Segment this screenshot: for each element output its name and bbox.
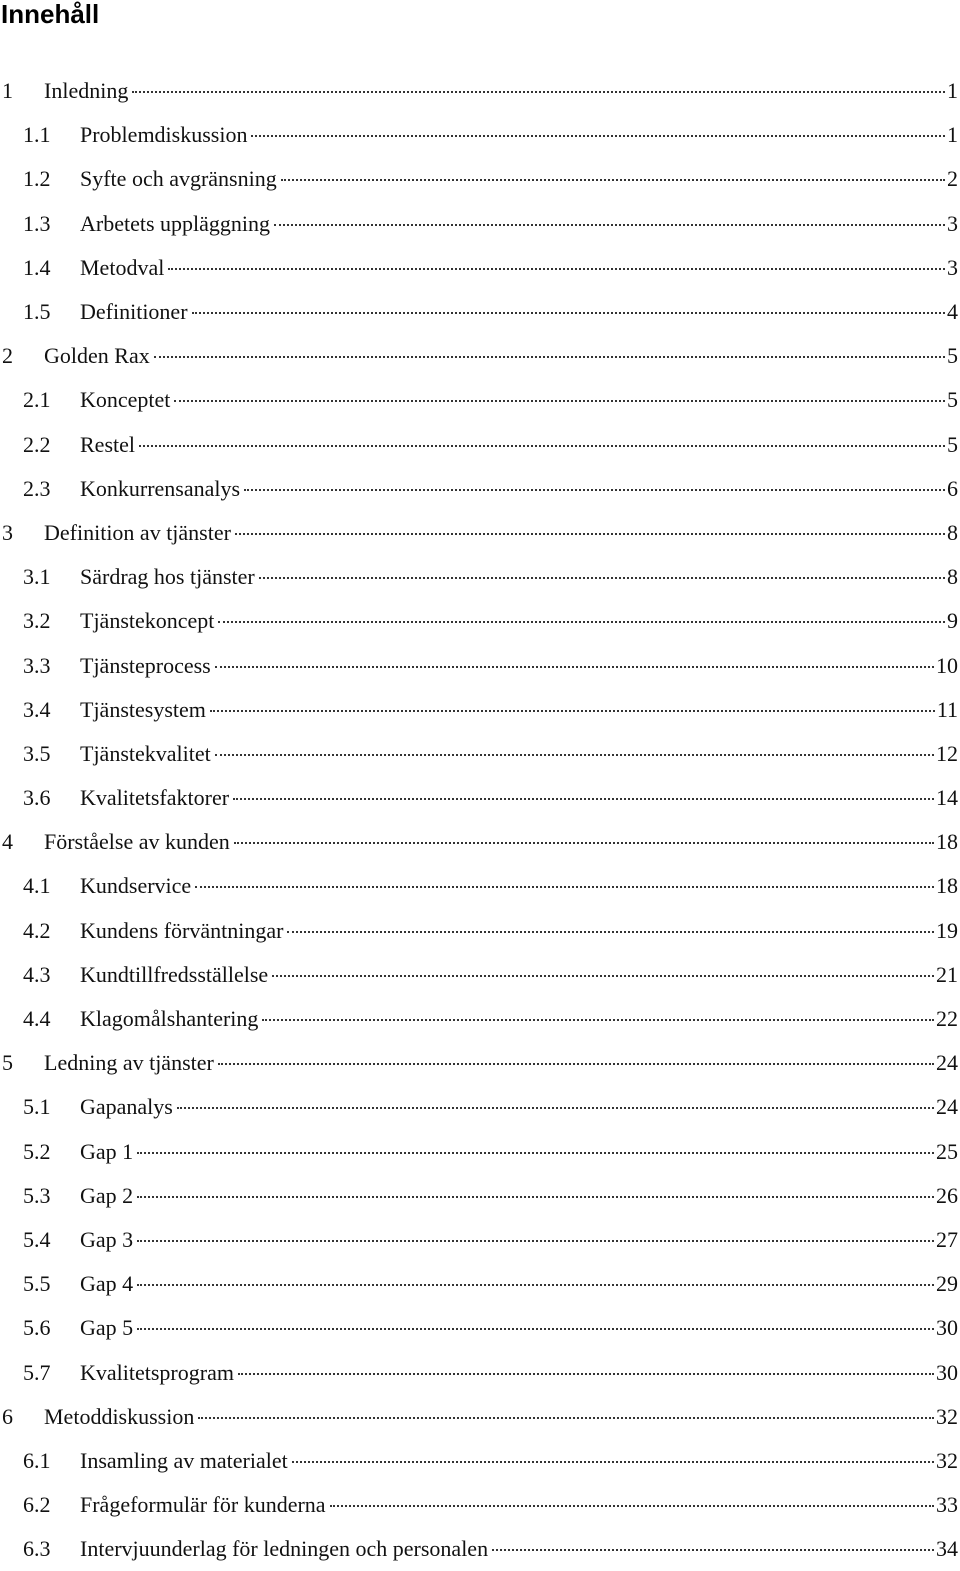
toc-entry-number: 3.6 <box>23 785 51 811</box>
toc-entry[interactable] <box>0 599 960 643</box>
dot-leader <box>192 312 945 314</box>
toc-entry[interactable] <box>0 555 960 599</box>
toc-entry-line <box>80 1006 960 1032</box>
toc-entry-title: Ledning av tjänster <box>44 1050 214 1076</box>
toc-entry[interactable] <box>0 776 960 820</box>
toc-entry-line <box>80 122 960 148</box>
dot-leader <box>132 91 945 93</box>
toc-entry[interactable] <box>0 1130 960 1174</box>
dot-leader <box>233 798 934 800</box>
dot-leader <box>292 1461 934 1463</box>
dot-leader <box>174 400 945 402</box>
toc-entry-page-number: 25 <box>936 1138 958 1164</box>
toc-entry-number: 2 <box>2 343 13 369</box>
dot-leader <box>137 1196 934 1198</box>
toc-entry-page-number: 4 <box>947 299 958 325</box>
toc-entry-page-number: 1 <box>947 78 958 104</box>
toc-entry-line <box>44 78 960 104</box>
dot-leader <box>177 1107 934 1109</box>
toc-entry-page-number: 19 <box>936 917 958 943</box>
toc-entry[interactable] <box>0 732 960 776</box>
toc-entry[interactable] <box>0 1395 960 1439</box>
toc-entry-page-number: 1 <box>947 122 958 148</box>
toc-entry-title: Insamling av materialet <box>80 1447 288 1473</box>
toc-entry-line <box>80 432 960 458</box>
toc-entry-number: 1.5 <box>23 299 51 325</box>
dot-leader <box>137 1152 934 1154</box>
toc-entry-number: 1.3 <box>23 210 51 236</box>
toc-entry-page-number: 5 <box>947 387 958 413</box>
toc-entry-number: 4.1 <box>23 873 51 899</box>
toc-entry-title: Golden Rax <box>44 343 150 369</box>
toc-entry[interactable] <box>0 1174 960 1218</box>
toc-entry-number: 5.3 <box>23 1182 51 1208</box>
toc-entry[interactable] <box>0 1306 960 1350</box>
toc-entry-number: 6.2 <box>23 1492 51 1518</box>
toc-entry-line <box>80 1227 960 1253</box>
toc-entry-number: 3.5 <box>23 740 51 766</box>
toc-entry-line <box>80 1139 960 1165</box>
toc-entry-line <box>80 1094 960 1120</box>
page-title: Innehåll <box>1 0 100 29</box>
toc-entry[interactable] <box>0 246 960 290</box>
dot-leader <box>234 842 934 844</box>
toc-entry-number: 5 <box>2 1050 13 1076</box>
dot-leader <box>139 445 945 447</box>
toc-entry-line <box>80 1315 960 1341</box>
toc-entry-title: Inledning <box>44 78 129 104</box>
toc-entry-title: Tjänstekoncept <box>80 608 215 634</box>
toc-entry-line <box>80 1360 960 1386</box>
toc-entry-page-number: 10 <box>936 652 958 678</box>
toc-entry-title: Frågeformulär för kunderna <box>80 1492 326 1518</box>
toc-entry-number: 5.7 <box>23 1359 51 1385</box>
toc-entry-title: Kvalitetsfaktorer <box>80 785 230 811</box>
toc-entry-title: Kvalitetsprogram <box>80 1359 234 1385</box>
toc-entry-title: Gap 3 <box>80 1226 134 1252</box>
dot-leader <box>274 224 945 226</box>
toc-entry[interactable] <box>0 290 960 334</box>
toc-entry-page-number: 3 <box>947 210 958 236</box>
toc-entry[interactable] <box>0 157 960 201</box>
toc-entry-number: 5.1 <box>23 1094 51 1120</box>
dot-leader <box>198 1417 934 1419</box>
toc-entry-line <box>80 166 960 192</box>
toc-entry[interactable] <box>0 1262 960 1306</box>
toc-entry-line <box>80 1448 960 1474</box>
toc-entry-number: 4.4 <box>23 1006 51 1032</box>
toc-entry-number: 2.1 <box>23 387 51 413</box>
toc-entry-line <box>80 1271 960 1297</box>
dot-leader <box>235 533 945 535</box>
toc-entry-number: 5.6 <box>23 1315 51 1341</box>
toc-entry-page-number: 11 <box>936 696 958 722</box>
toc-entry-number: 1.4 <box>23 254 51 280</box>
toc-entry-line <box>80 299 960 325</box>
toc-entry-title: Problemdiskussion <box>80 122 248 148</box>
toc-entry[interactable] <box>0 953 960 997</box>
toc-entry[interactable] <box>0 467 960 511</box>
toc-entry[interactable] <box>0 1527 960 1571</box>
toc-entry-line <box>80 1492 960 1518</box>
toc-entry[interactable] <box>0 820 960 864</box>
toc-entry-page-number: 5 <box>947 431 958 457</box>
toc-entry-title: Konceptet <box>80 387 171 413</box>
toc-entry[interactable] <box>0 1439 960 1483</box>
table-of-contents <box>0 69 960 1571</box>
toc-entry-line <box>80 653 960 679</box>
toc-entry-title: Tjänstesystem <box>80 696 206 722</box>
toc-entry-line <box>80 476 960 502</box>
toc-entry-page-number: 34 <box>936 1536 958 1562</box>
toc-entry-line <box>44 1404 960 1430</box>
toc-entry[interactable] <box>0 334 960 378</box>
toc-entry-title: Konkurrensanalys <box>80 475 241 501</box>
toc-entry[interactable] <box>0 1085 960 1129</box>
toc-entry-page-number: 33 <box>936 1492 958 1518</box>
toc-entry-number: 6.3 <box>23 1536 51 1562</box>
toc-entry-line <box>80 697 960 723</box>
toc-entry-page-number: 14 <box>936 785 958 811</box>
toc-entry-line <box>80 962 960 988</box>
toc-entry-line <box>80 608 960 634</box>
toc-entry[interactable] <box>0 997 960 1041</box>
toc-entry-page-number: 8 <box>947 519 958 545</box>
toc-entry[interactable] <box>0 909 960 953</box>
toc-entry[interactable] <box>0 1041 960 1085</box>
toc-entry-line <box>44 343 960 369</box>
toc-entry-page-number: 26 <box>936 1182 958 1208</box>
toc-entry[interactable] <box>0 688 960 732</box>
toc-entry-page-number: 32 <box>936 1447 958 1473</box>
toc-entry-title: Gapanalys <box>80 1094 173 1120</box>
dot-leader <box>137 1240 934 1242</box>
toc-entry-title: Särdrag hos tjänster <box>80 564 255 590</box>
toc-entry[interactable] <box>0 643 960 687</box>
toc-entry[interactable] <box>0 1483 960 1527</box>
toc-entry-number: 1.1 <box>23 122 51 148</box>
toc-entry-number: 2.3 <box>23 475 51 501</box>
toc-entry-number: 5.4 <box>23 1226 51 1252</box>
toc-entry-line <box>80 387 960 413</box>
dot-leader <box>215 754 934 756</box>
toc-entry-title: Gap 5 <box>80 1315 134 1341</box>
toc-entry-number: 3.4 <box>23 696 51 722</box>
dot-leader <box>492 1549 934 1551</box>
toc-entry[interactable] <box>0 69 960 113</box>
dot-leader <box>195 886 934 888</box>
toc-entry-line <box>44 520 960 546</box>
toc-entry-title: Definitioner <box>80 299 188 325</box>
toc-entry-line <box>80 741 960 767</box>
toc-entry-title: Tjänstekvalitet <box>80 740 211 766</box>
toc-entry-title: Förståelse av kunden <box>44 829 230 855</box>
toc-entry-number: 4 <box>2 829 13 855</box>
toc-entry-page-number: 22 <box>936 1006 958 1032</box>
toc-entry[interactable] <box>0 113 960 157</box>
toc-entry-number: 4.2 <box>23 917 51 943</box>
toc-entry-line <box>80 211 960 237</box>
toc-entry-number: 6.1 <box>23 1447 51 1473</box>
dot-leader <box>218 621 945 623</box>
toc-entry-page-number: 30 <box>936 1315 958 1341</box>
toc-entry-number: 3 <box>2 519 13 545</box>
dot-leader <box>168 268 945 270</box>
toc-entry-page-number: 6 <box>947 475 958 501</box>
toc-entry-page-number: 24 <box>936 1050 958 1076</box>
dot-leader <box>330 1505 934 1507</box>
toc-entry-line <box>80 1183 960 1209</box>
toc-entry-title: Gap 2 <box>80 1182 134 1208</box>
toc-entry[interactable] <box>0 511 960 555</box>
toc-entry[interactable] <box>0 1218 960 1262</box>
toc-entry-page-number: 32 <box>936 1403 958 1429</box>
toc-entry-page-number: 2 <box>947 166 958 192</box>
toc-entry-page-number: 12 <box>936 740 958 766</box>
toc-entry-page-number: 9 <box>947 608 958 634</box>
toc-entry-number: 5.2 <box>23 1138 51 1164</box>
toc-entry-line <box>80 255 960 281</box>
toc-entry-title: Gap 1 <box>80 1138 134 1164</box>
toc-entry[interactable] <box>0 864 960 908</box>
toc-entry-title: Arbetets uppläggning <box>80 210 271 236</box>
dot-leader <box>244 489 945 491</box>
toc-entry-number: 1.2 <box>23 166 51 192</box>
toc-entry[interactable] <box>0 423 960 467</box>
toc-entry-page-number: 18 <box>936 829 958 855</box>
dot-leader <box>259 577 945 579</box>
toc-entry-number: 4.3 <box>23 961 51 987</box>
toc-entry-page-number: 8 <box>947 564 958 590</box>
dot-leader <box>210 710 935 712</box>
toc-entry-number: 3.1 <box>23 564 51 590</box>
dot-leader <box>215 666 934 668</box>
toc-entry-line <box>44 1050 960 1076</box>
toc-entry[interactable] <box>0 378 960 422</box>
toc-entry-title: Klagomålshantering <box>80 1006 259 1032</box>
toc-entry-title: Metoddiskussion <box>44 1403 195 1429</box>
toc-entry-title: Syfte och avgränsning <box>80 166 277 192</box>
dot-leader <box>251 135 945 137</box>
toc-entry-number: 6 <box>2 1403 13 1429</box>
toc-entry-title: Tjänsteprocess <box>80 652 211 678</box>
toc-entry[interactable] <box>0 202 960 246</box>
toc-entry-title: Definition av tjänster <box>44 519 231 545</box>
toc-entry-number: 5.5 <box>23 1271 51 1297</box>
dot-leader <box>287 931 934 933</box>
toc-entry-line <box>80 1536 960 1562</box>
toc-entry-page-number: 18 <box>936 873 958 899</box>
toc-entry-number: 3.2 <box>23 608 51 634</box>
dot-leader <box>262 1019 934 1021</box>
toc-entry-line <box>44 829 960 855</box>
toc-entry-line <box>80 564 960 590</box>
dot-leader <box>272 975 934 977</box>
toc-entry-title: Kundtillfredsställelse <box>80 961 269 987</box>
toc-entry-title: Intervjuunderlag för ledningen och personalen <box>80 1536 489 1562</box>
toc-entry-number: 3.3 <box>23 652 51 678</box>
toc-entry-number: 2.2 <box>23 431 51 457</box>
toc-entry-page-number: 21 <box>936 961 958 987</box>
toc-entry-number: 1 <box>2 78 13 104</box>
toc-entry-line <box>80 918 960 944</box>
toc-entry-page-number: 3 <box>947 254 958 280</box>
dot-leader <box>238 1373 934 1375</box>
dot-leader <box>137 1284 934 1286</box>
toc-entry-page-number: 29 <box>936 1271 958 1297</box>
toc-entry-title: Restel <box>80 431 135 457</box>
toc-entry-page-number: 27 <box>936 1226 958 1252</box>
toc-entry-line <box>80 785 960 811</box>
toc-entry-page-number: 24 <box>936 1094 958 1120</box>
toc-entry-line <box>80 873 960 899</box>
toc-entry-title: Kundservice <box>80 873 192 899</box>
toc-entry-title: Gap 4 <box>80 1271 134 1297</box>
dot-leader <box>281 179 945 181</box>
toc-entry-title: Kundens förväntningar <box>80 917 284 943</box>
dot-leader <box>154 356 945 358</box>
toc-entry-title: Metodval <box>80 254 165 280</box>
toc-entry-page-number: 30 <box>936 1359 958 1385</box>
dot-leader <box>218 1063 934 1065</box>
toc-entry-page-number: 5 <box>947 343 958 369</box>
toc-entry[interactable] <box>0 1350 960 1394</box>
dot-leader <box>137 1328 934 1330</box>
